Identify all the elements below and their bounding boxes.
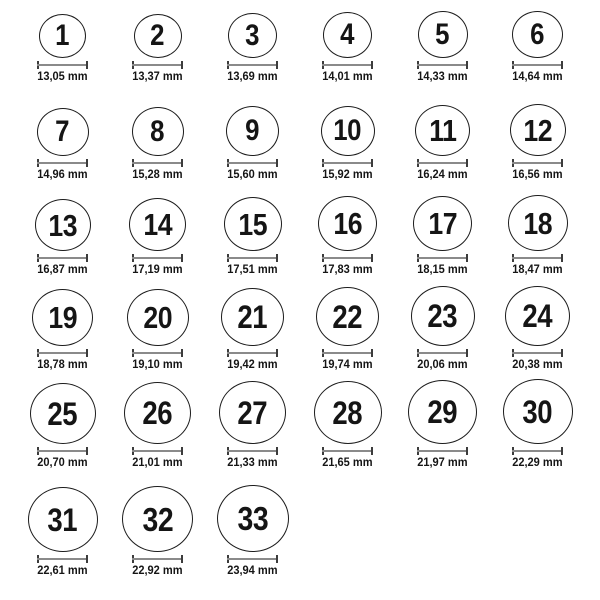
measure-bar — [417, 352, 468, 354]
ring-size-number: 4 — [340, 18, 355, 52]
ring-circle — [503, 379, 573, 444]
measure-right-tick — [561, 349, 563, 357]
ring-size-number: 3 — [245, 18, 260, 52]
ring-size-number: 23 — [427, 298, 458, 335]
diameter-label: 19,42 mm — [227, 357, 278, 372]
measure-bar — [417, 162, 468, 164]
ring-size-item — [300, 287, 395, 376]
diameter-measure-line — [322, 61, 373, 69]
measure-right-tick — [561, 61, 563, 69]
chart-row — [15, 0, 585, 88]
diameter-label: 15,28 mm — [132, 167, 183, 182]
measure-bar — [37, 162, 88, 164]
ring-circle — [30, 383, 96, 444]
diameter-label: 13,69 mm — [227, 69, 278, 84]
diameter-measure-line — [132, 555, 183, 563]
diameter-label: 14,64 mm — [512, 69, 563, 84]
chart-row — [15, 88, 585, 186]
ring-size-item — [300, 196, 395, 281]
measure-bar — [322, 162, 373, 164]
measure-bar — [227, 162, 278, 164]
ring-circle — [219, 381, 286, 444]
measure-right-tick — [181, 61, 183, 69]
measure-right-tick — [276, 159, 278, 167]
diameter-label: 22,92 mm — [132, 563, 183, 578]
diameter-measure-line — [227, 555, 278, 563]
ring-size-number: 24 — [522, 298, 553, 335]
ring-size-item — [490, 195, 585, 281]
diameter-label: 18,15 mm — [417, 262, 468, 277]
ring-size-item — [395, 196, 490, 281]
ring-size-number: 5 — [435, 17, 450, 51]
diameter-label: 21,65 mm — [322, 455, 373, 470]
diameter-label: 13,37 mm — [132, 69, 183, 84]
diameter-label: 23,94 mm — [227, 563, 278, 578]
diameter-measure-line — [417, 254, 468, 262]
ring-size-number: 28 — [332, 394, 363, 431]
diameter-label: 14,33 mm — [417, 69, 468, 84]
ring-size-item — [205, 197, 300, 281]
ring-circle — [217, 485, 289, 552]
measure-bar — [132, 558, 183, 560]
measure-bar — [37, 257, 88, 259]
ring-size-number: 16 — [333, 206, 362, 242]
ring-size-item — [110, 14, 205, 88]
ring-circle — [132, 107, 184, 156]
ring-size-number: 31 — [47, 501, 78, 538]
ring-size-number: 15 — [238, 206, 267, 242]
diameter-label: 19,74 mm — [322, 357, 373, 372]
diameter-measure-line — [417, 349, 468, 357]
ring-size-number: 27 — [237, 394, 268, 431]
measure-right-tick — [561, 159, 563, 167]
ring-size-item — [395, 105, 490, 186]
measure-bar — [37, 558, 88, 560]
ring-circle — [37, 108, 89, 156]
ring-size-item — [205, 13, 300, 88]
ring-size-item — [395, 380, 490, 474]
ring-circle — [228, 13, 277, 58]
ring-size-item — [395, 286, 490, 376]
diameter-measure-line — [417, 159, 468, 167]
ring-size-number: 8 — [150, 114, 165, 148]
measure-bar — [37, 450, 88, 452]
diameter-measure-line — [37, 254, 88, 262]
ring-circle — [134, 14, 182, 58]
measure-bar — [227, 352, 278, 354]
measure-right-tick — [181, 555, 183, 563]
measure-right-tick — [86, 61, 88, 69]
measure-right-tick — [466, 349, 468, 357]
ring-size-item — [110, 107, 205, 186]
ring-size-item — [15, 383, 110, 474]
ring-size-item — [490, 104, 585, 186]
ring-size-item — [110, 289, 205, 376]
measure-right-tick — [86, 447, 88, 455]
measure-bar — [512, 352, 563, 354]
measure-right-tick — [276, 555, 278, 563]
ring-size-item — [110, 198, 205, 281]
diameter-label: 16,87 mm — [37, 262, 88, 277]
ring-circle — [39, 14, 86, 58]
measure-bar — [417, 64, 468, 66]
ring-circle — [226, 106, 279, 156]
diameter-label: 16,56 mm — [512, 167, 563, 182]
ring-circle — [408, 380, 477, 444]
ring-size-item — [490, 379, 585, 474]
diameter-measure-line — [37, 159, 88, 167]
ring-size-number: 17 — [428, 206, 457, 242]
measure-bar — [227, 257, 278, 259]
diameter-label: 21,97 mm — [417, 455, 468, 470]
ring-circle — [28, 487, 98, 552]
measure-right-tick — [371, 447, 373, 455]
ring-size-item — [205, 106, 300, 186]
diameter-label: 17,51 mm — [227, 262, 278, 277]
ring-size-number: 25 — [47, 395, 78, 432]
measure-right-tick — [371, 349, 373, 357]
diameter-measure-line — [132, 254, 183, 262]
measure-bar — [37, 352, 88, 354]
ring-size-number: 18 — [523, 205, 552, 241]
measure-right-tick — [466, 159, 468, 167]
ring-size-item — [110, 382, 205, 474]
measure-bar — [132, 450, 183, 452]
measure-right-tick — [466, 254, 468, 262]
ring-size-item — [205, 288, 300, 376]
ring-size-number: 10 — [333, 114, 362, 148]
measure-right-tick — [276, 61, 278, 69]
diameter-measure-line — [132, 159, 183, 167]
measure-right-tick — [181, 447, 183, 455]
ring-size-item — [300, 12, 395, 88]
diameter-measure-line — [512, 61, 563, 69]
ring-size-item — [15, 14, 110, 88]
diameter-label: 22,61 mm — [37, 563, 88, 578]
measure-bar — [227, 558, 278, 560]
ring-circle — [508, 195, 568, 251]
ring-circle — [122, 486, 193, 552]
measure-right-tick — [86, 555, 88, 563]
ring-size-number: 11 — [428, 113, 457, 149]
diameter-measure-line — [132, 61, 183, 69]
diameter-label: 15,92 mm — [322, 167, 373, 182]
diameter-measure-line — [512, 254, 563, 262]
diameter-label: 21,01 mm — [132, 455, 183, 470]
measure-right-tick — [371, 254, 373, 262]
diameter-measure-line — [417, 447, 468, 455]
ring-size-number: 20 — [143, 300, 172, 336]
ring-size-item — [15, 108, 110, 186]
ring-size-item — [300, 106, 395, 186]
ring-circle — [221, 288, 284, 346]
diameter-measure-line — [512, 349, 563, 357]
diameter-measure-line — [512, 447, 563, 455]
ring-size-number: 30 — [522, 393, 553, 430]
ring-size-item — [490, 286, 585, 376]
measure-right-tick — [466, 61, 468, 69]
ring-size-item — [205, 485, 300, 582]
measure-right-tick — [561, 447, 563, 455]
ring-circle — [318, 196, 377, 251]
diameter-measure-line — [227, 159, 278, 167]
measure-right-tick — [181, 159, 183, 167]
diameter-label: 13,05 mm — [37, 69, 88, 84]
ring-size-item — [395, 11, 490, 88]
diameter-measure-line — [132, 349, 183, 357]
ring-size-item — [490, 11, 585, 88]
measure-right-tick — [561, 254, 563, 262]
diameter-label: 22,29 mm — [512, 455, 563, 470]
ring-size-number: 14 — [143, 207, 172, 243]
ring-size-number: 29 — [427, 394, 458, 431]
chart-row — [15, 281, 585, 376]
diameter-measure-line — [37, 61, 88, 69]
ring-size-item — [15, 487, 110, 582]
measure-right-tick — [466, 447, 468, 455]
diameter-measure-line — [417, 61, 468, 69]
diameter-measure-line — [322, 159, 373, 167]
ring-size-item — [205, 381, 300, 474]
diameter-measure-line — [227, 349, 278, 357]
diameter-label: 14,01 mm — [322, 69, 373, 84]
measure-right-tick — [181, 349, 183, 357]
ring-size-item — [300, 381, 395, 474]
ring-circle — [124, 382, 191, 444]
diameter-label: 16,24 mm — [417, 167, 468, 182]
diameter-label: 14,96 mm — [37, 167, 88, 182]
ring-size-number: 22 — [332, 298, 363, 335]
measure-bar — [322, 450, 373, 452]
measure-right-tick — [181, 254, 183, 262]
ring-size-number: 2 — [150, 19, 165, 53]
ring-circle — [35, 199, 91, 251]
ring-circle — [413, 196, 472, 251]
measure-bar — [512, 257, 563, 259]
ring-size-item — [15, 199, 110, 281]
diameter-measure-line — [322, 254, 373, 262]
ring-size-item — [15, 289, 110, 376]
measure-right-tick — [371, 61, 373, 69]
measure-bar — [512, 162, 563, 164]
diameter-measure-line — [37, 349, 88, 357]
ring-size-number: 7 — [55, 115, 70, 149]
diameter-measure-line — [322, 447, 373, 455]
ring-size-number: 12 — [523, 112, 552, 148]
measure-bar — [37, 64, 88, 66]
ring-size-number: 33 — [237, 500, 268, 538]
ring-circle — [411, 286, 475, 346]
diameter-label: 18,47 mm — [512, 262, 563, 277]
measure-bar — [132, 162, 183, 164]
diameter-label: 21,33 mm — [227, 455, 278, 470]
ring-circle — [418, 11, 468, 58]
diameter-measure-line — [37, 555, 88, 563]
diameter-label: 17,19 mm — [132, 262, 183, 277]
measure-bar — [322, 257, 373, 259]
measure-bar — [132, 257, 183, 259]
ring-size-number: 21 — [237, 299, 268, 336]
ring-circle — [321, 106, 375, 156]
ring-size-number: 19 — [48, 300, 77, 336]
measure-bar — [322, 64, 373, 66]
diameter-label: 20,70 mm — [37, 455, 88, 470]
ring-circle — [314, 381, 382, 444]
measure-right-tick — [371, 159, 373, 167]
measure-bar — [417, 257, 468, 259]
ring-size-number: 26 — [142, 395, 173, 432]
diameter-label: 19,10 mm — [132, 357, 183, 372]
ring-circle — [323, 12, 372, 58]
measure-bar — [417, 450, 468, 452]
ring-size-number: 32 — [142, 500, 173, 538]
diameter-measure-line — [227, 61, 278, 69]
ring-circle — [505, 286, 570, 346]
ring-size-number: 6 — [530, 17, 545, 51]
measure-right-tick — [86, 254, 88, 262]
diameter-measure-line — [227, 254, 278, 262]
ring-circle — [415, 105, 470, 156]
measure-bar — [512, 450, 563, 452]
ring-size-number: 9 — [245, 114, 260, 148]
measure-bar — [322, 352, 373, 354]
chart-row — [15, 376, 585, 474]
measure-right-tick — [86, 349, 88, 357]
measure-bar — [227, 64, 278, 66]
chart-row — [15, 474, 585, 600]
measure-right-tick — [86, 159, 88, 167]
measure-bar — [227, 450, 278, 452]
measure-bar — [512, 64, 563, 66]
diameter-label: 20,38 mm — [512, 357, 563, 372]
ring-circle — [129, 198, 186, 251]
measure-right-tick — [276, 447, 278, 455]
diameter-measure-line — [512, 159, 563, 167]
diameter-label: 20,06 mm — [417, 357, 468, 372]
chart-row — [15, 186, 585, 281]
ring-circle — [32, 289, 93, 346]
diameter-label: 17,83 mm — [322, 262, 373, 277]
diameter-measure-line — [227, 447, 278, 455]
diameter-measure-line — [132, 447, 183, 455]
ring-size-number: 13 — [48, 207, 77, 243]
ring-size-item — [110, 486, 205, 582]
ring-circle — [316, 287, 379, 346]
measure-right-tick — [276, 254, 278, 262]
measure-bar — [132, 64, 183, 66]
diameter-label: 18,78 mm — [37, 357, 88, 372]
ring-size-number: 1 — [55, 19, 70, 53]
ring-circle — [127, 289, 189, 346]
ring-circle — [510, 104, 566, 156]
ring-circle — [224, 197, 282, 251]
diameter-label: 15,60 mm — [227, 167, 278, 182]
measure-bar — [132, 352, 183, 354]
diameter-measure-line — [37, 447, 88, 455]
ring-circle — [512, 11, 563, 58]
diameter-measure-line — [322, 349, 373, 357]
measure-right-tick — [276, 349, 278, 357]
